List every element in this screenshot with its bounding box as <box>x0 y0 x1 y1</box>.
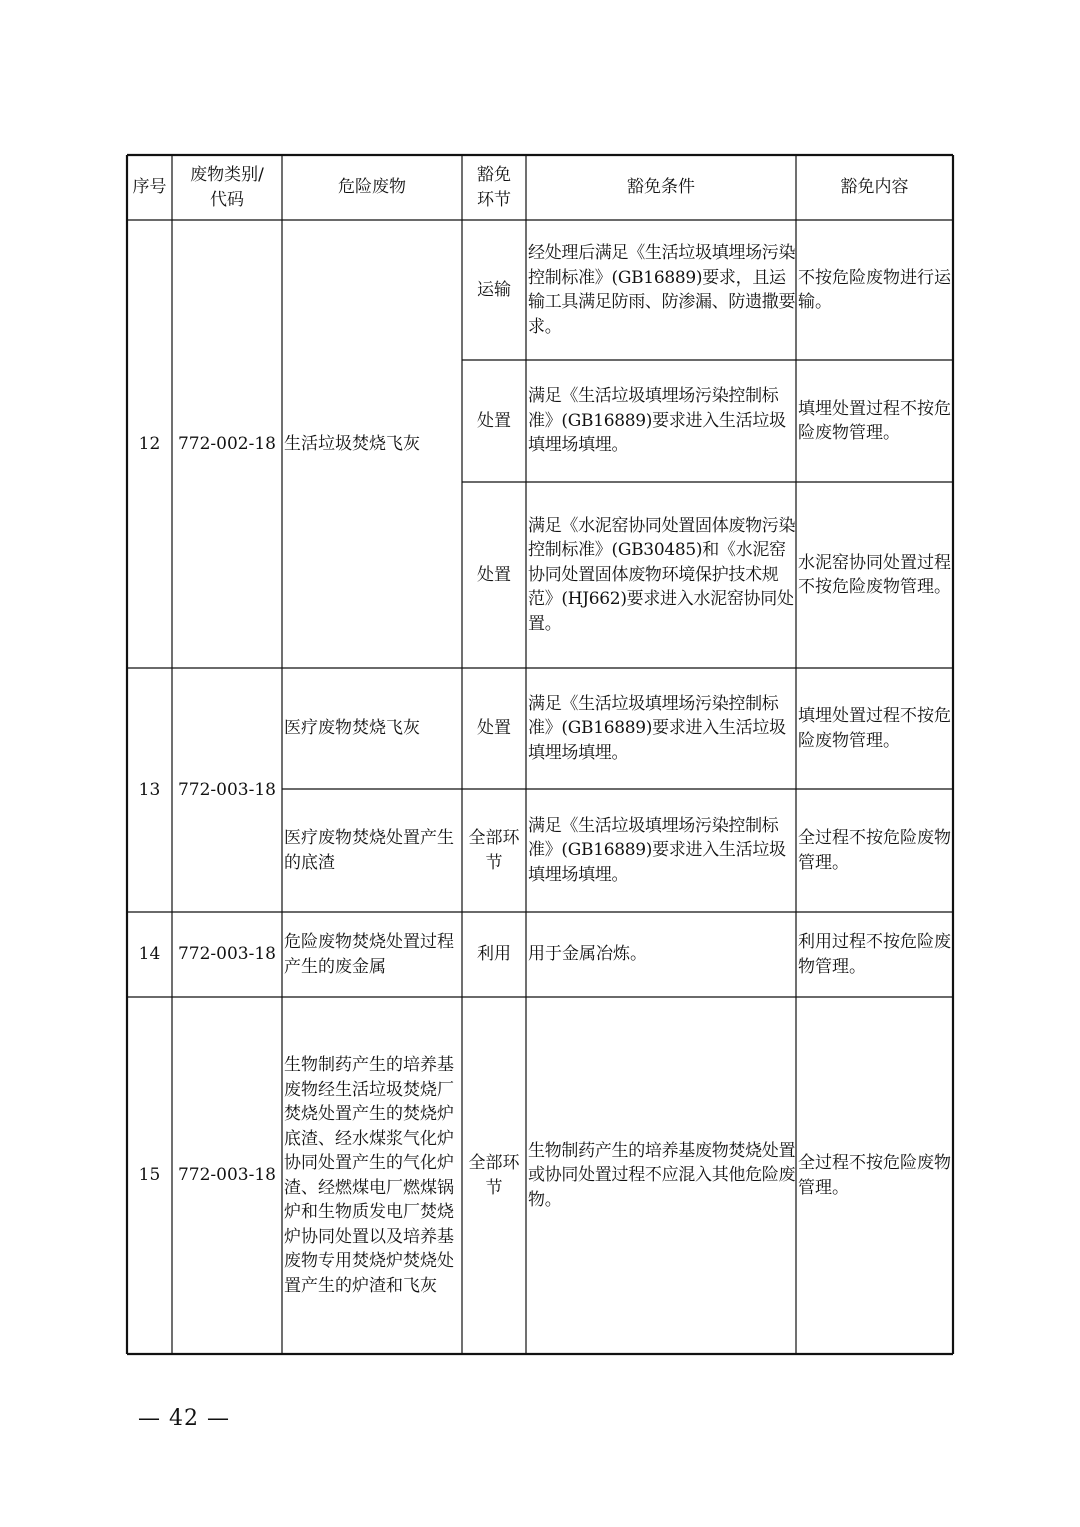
header-conditions: 豁免条件 <box>627 177 695 198</box>
row12-sub1-conditions: 经处理后满足《生活垃圾填埋场污染控制标准》(GB16889)要求，且运输工具满足防雨、防渗漏、防遗撒要求。 <box>528 243 796 337</box>
row14-stage: 利用 <box>477 944 511 965</box>
row14-content: 利用过程不按危险废物管理。 <box>798 932 951 977</box>
row12-code: 772-002-18 <box>177 433 276 454</box>
row12-sub1-stage: 运输 <box>477 279 511 300</box>
row14-waste: 危险废物焚烧处置过程产生的废金属 <box>284 932 454 977</box>
row14-conditions: 用于金属冶炼。 <box>528 944 647 965</box>
row12-waste: 生活垃圾焚烧飞灰 <box>284 433 420 454</box>
row12-sub3-stage: 处置 <box>477 564 511 585</box>
header-waste: 危险废物 <box>338 177 406 198</box>
header-category <box>172 155 282 220</box>
row14-code: 772-003-18 <box>177 944 276 965</box>
row15-waste: 生物制药产生的培养基废物经生活垃圾焚烧厂焚烧处置产生的焚烧炉底渣、经水煤浆气化炉协同处置产生的气化炉渣、经燃煤电厂燃煤锅炉和生物质发电厂焚烧炉协同处置以及培养基废物专用焚烧炉焚烧处置产生的炉渣和飞灰 <box>284 1055 454 1296</box>
row13-sub2-conditions: 满足《生活垃圾填埋场污染控制标准》(GB16889)要求进入生活垃圾填埋场填埋。 <box>528 815 786 885</box>
header-content: 豁免内容 <box>840 177 909 198</box>
row13-sub1-content: 填埋处置过程不按危险废物管理。 <box>798 706 951 751</box>
header-stage <box>462 155 526 220</box>
row12-sub2-conditions: 满足《生活垃圾填埋场污染控制标准》(GB16889)要求进入生活垃圾填埋场填埋。 <box>528 386 786 456</box>
header-seq: 序号 <box>132 177 167 198</box>
row13-sub1-waste: 医疗废物焚烧飞灰 <box>284 718 420 739</box>
row13-sub2-waste: 医疗废物焚烧处置产生的底渣 <box>284 828 454 873</box>
row12-sub3-content: 水泥窑协同处置过程不按危险废物管理。 <box>798 552 951 597</box>
row12-sub1-content: 不按危险废物进行运输。 <box>798 267 951 312</box>
row13-sub1-stage: 处置 <box>477 718 511 739</box>
row12-sub2-content: 填埋处置过程不按危险废物管理。 <box>798 398 951 443</box>
row13-sub1-conditions: 满足《生活垃圾填埋场污染控制标准》(GB16889)要求进入生活垃圾填埋场填埋。 <box>528 693 786 763</box>
row13-code: 772-003-18 <box>177 779 276 800</box>
header-category-line1: 废物类别/ <box>190 165 264 185</box>
page-number: — 42 — <box>138 1406 230 1431</box>
row13-seq: 13 <box>138 779 161 800</box>
row13-sub2-content: 全过程不按危险废物管理。 <box>798 828 951 873</box>
row12-sub3-conditions: 满足《水泥窑协同处置固体废物污染控制标准》(GB30485)和《水泥窑协同处置固体废物环境保护技术规范》(HJ662)要求进入水泥窑协同处置。 <box>528 515 796 634</box>
row13-sub2-stage: 全部环节 <box>468 828 520 873</box>
row12-seq: 12 <box>138 433 161 454</box>
row15-code: 772-003-18 <box>177 1165 276 1186</box>
header-category-line2: 代码 <box>210 189 244 210</box>
row14-seq: 14 <box>138 944 161 965</box>
header-stage-line1: 豁免 <box>477 165 511 185</box>
header-stage-line2: 环节 <box>477 189 511 210</box>
row12-sub2-stage: 处置 <box>477 410 511 431</box>
row15-stage: 全部环节 <box>468 1153 520 1198</box>
row15-seq: 15 <box>138 1165 161 1186</box>
row15-conditions: 生物制药产生的培养基废物焚烧处置或协同处置过程不应混入其他危险废物。 <box>528 1140 796 1210</box>
row15-content: 全过程不按危险废物管理。 <box>798 1153 951 1198</box>
